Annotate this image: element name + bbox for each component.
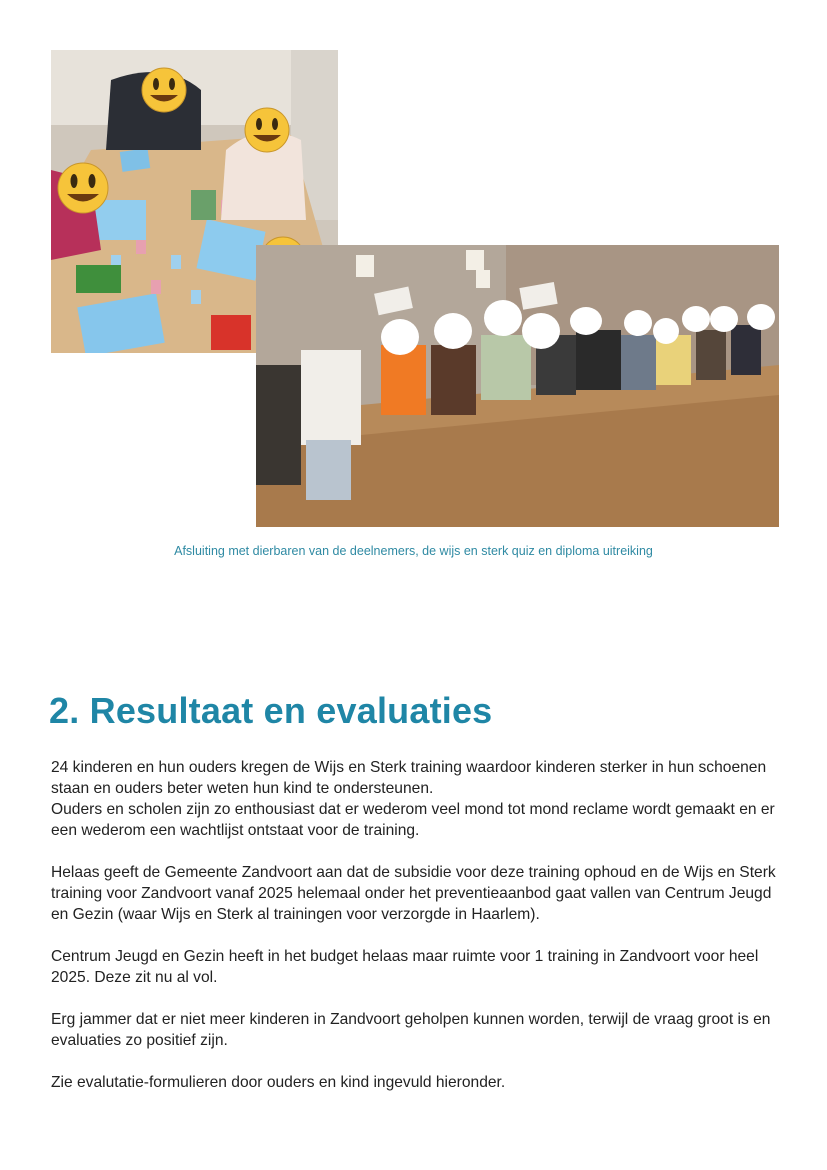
photo-participants-in-room: [256, 245, 779, 527]
paragraph: Erg jammer dat er niet meer kinderen in Zandvoort geholpen kunnen worden, terwijl de vraag groot is en evaluaties zo positief zijn.: [51, 1011, 771, 1049]
section-heading: 2. Resultaat en evaluaties: [49, 690, 493, 731]
paragraph: Centrum Jeugd en Gezin heeft in het budget helaas maar ruimte voor 1 training in Zandvoort voor heel 2025. Deze zit nu al vol.: [51, 948, 759, 986]
section-body: [51, 757, 791, 1114]
paragraph: Helaas geeft de Gemeente Zandvoort aan dat de subsidie voor deze training ophoud en de Wijs en Sterk training voor Zandvoort vanaf 2025 helemaal onder het preventieaanbod gaat vallen van Centrum Jeugd en Gezin (waar Wijs en Sterk al trainingen voor verzorgde in Haarlem).: [51, 864, 776, 923]
paragraph: Ouders en scholen zijn zo enthousiast dat er wederom veel mond tot mond reclame wordt gemaakt en er een wederom een wachtlijst ontstaat voor de training.: [51, 801, 775, 839]
photo-room-illustration: [256, 245, 779, 527]
paragraph: 24 kinderen en hun ouders kregen de Wijs en Sterk training waardoor kinderen sterker in hun schoenen staan en ouders beter weten hun kind te ondersteunen.: [51, 759, 767, 797]
photo-caption: Afsluiting met dierbaren van de deelnemers, de wijs en sterk quiz en diploma uitreiking: [174, 544, 653, 558]
paragraph: Zie evalutatie-formulieren door ouders en kind ingevuld hieronder.: [51, 1074, 506, 1091]
